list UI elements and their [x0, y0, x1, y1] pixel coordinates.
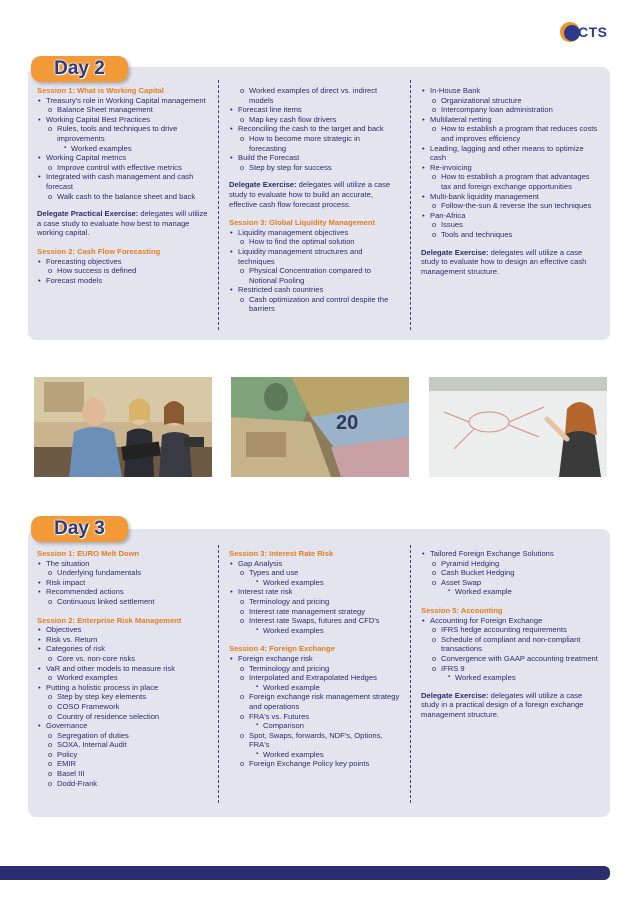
sub-item: o Interest rate Swaps, futures and CFD's [229, 616, 405, 626]
bullet-item: • Tailored Foreign Exchange Solutions [421, 549, 599, 559]
sub-item: o How to establish a program that advantages tax and foreign exchange opportunities [421, 172, 599, 191]
exercise-label: Delegate Exercise: [421, 690, 489, 700]
bullet-item: • Working Capital Best Practices [37, 115, 213, 125]
session-heading: Session 3: Global Liquidity Management [229, 218, 375, 228]
exercise-label: Delegate Practical Exercise: [37, 209, 139, 219]
sub-item: o Foreign exchange risk management strategy and operations [229, 692, 405, 711]
sub-item: o Intercompany loan administration [421, 105, 599, 115]
day2-divider-2 [410, 80, 411, 330]
bullet-item: • Leading, lagging and other means to optimize cash [421, 144, 599, 163]
sub-item: o Worked examples of direct vs. indirect models [229, 86, 399, 105]
bullet-item: • Risk vs. Return [37, 635, 213, 645]
sub-item: o EMIR [37, 759, 213, 769]
sub-item: o How to become more strategic in forecasting [229, 134, 399, 153]
sub-item: o Tools and techniques [421, 230, 599, 240]
exercise-text: delegates will utilize a case study to evaluate how to build an accurate, effective cash flow forecast process. [229, 180, 391, 209]
sub-item: o Cash optimization and control despite the barriers [229, 295, 399, 314]
sub-item: o Interest rate management strategy [229, 607, 405, 617]
day2-column-2 [229, 86, 399, 314]
sub-item: o COSO Framework [37, 702, 213, 712]
sub-sub-item: ▪ Comparison [229, 721, 405, 731]
sub-item: o How success is defined [37, 266, 213, 276]
sub-item: o FRA's vs. Futures [229, 712, 405, 722]
sub-item: o Interpolated and Extrapolated Hedges [229, 673, 405, 683]
bullet-item: • Reconciling the cash to the target and back [229, 124, 399, 134]
sub-item: o Walk cash to the balance sheet and back [37, 192, 213, 202]
exercise-text: delegates will utilize a case study in a practical design of a foreign exchange management structure. [421, 690, 584, 719]
session-heading: Session 4: Foreign Exchange [229, 644, 335, 654]
bullet-item: • Liquidity management structures and techniques [229, 247, 399, 266]
sub-item: o Cash Bucket Hedging [421, 568, 599, 578]
bullet-item: • Re-invoicing [421, 163, 599, 173]
session-heading: Session 1: EURO Melt Down [37, 549, 140, 558]
bullet-item: • Gap Analysis [229, 559, 405, 569]
sub-sub-item: ▪ Worked example [229, 683, 405, 693]
session-heading: Session 3: Interest Rate Risk [229, 549, 334, 558]
day3-title: Day 3 [54, 518, 105, 539]
bullet-item: • Multilateral netting [421, 115, 599, 125]
bullet-item: • Recommended actions [37, 587, 213, 597]
bullet-item: • Forecast models [37, 276, 213, 286]
sub-item: o Country of residence selection [37, 712, 213, 722]
session-heading: Session 2: Cash Flow Forecasting [37, 246, 161, 256]
sub-item: o Step by step key elements [37, 692, 213, 702]
sub-item: o Terminology and pricing [229, 597, 405, 607]
exercise-text: delegates will utilize a case study to evaluate how best to manage working capital. [37, 209, 208, 238]
bullet-item: • Integrated with cash management and cash forecast [37, 172, 213, 191]
sub-sub-item: ▪ Worked examples [37, 144, 213, 154]
day3-column-1 [37, 549, 213, 788]
session-heading: Session 2: Enterprise Risk Management [37, 615, 182, 625]
day2-divider-1 [218, 80, 219, 330]
sub-sub-item: ▪ Worked examples [229, 626, 405, 636]
sub-item: o Core vs. non-core risks [37, 654, 213, 664]
sub-item: o Physical Concentration compared to Notional Pooling [229, 266, 399, 285]
sub-item: o Schedule of compliant and non-compliant transactions [421, 635, 599, 654]
sub-item: o Pyramid Hedging [421, 559, 599, 569]
sub-item: o Policy [37, 750, 213, 760]
bullet-item: • Categories of risk [37, 644, 213, 654]
sub-item: o Rules, tools and techniques to drive improvements [37, 124, 213, 143]
sub-item: o Segregation of duties [37, 731, 213, 741]
bullet-item: • Build the Forecast [229, 153, 399, 163]
sub-item: o Asset Swap [421, 578, 599, 588]
day3-column-3 [421, 549, 599, 720]
bullet-item: • Objectives [37, 625, 213, 635]
sub-sub-item: ▪ Worked examples [229, 578, 405, 588]
sub-item: o Dodd-Frank [37, 779, 213, 789]
sub-item: o Follow-the-sun & reverse the sun techniques [421, 201, 599, 211]
sub-sub-item: ▪ Worked examples [229, 750, 405, 760]
photo-business-meeting [34, 377, 212, 477]
sub-item: o Spot, Swaps, forwards, NDF's, Options, FRA's [229, 731, 405, 750]
bullet-item: • Pan-Africa [421, 211, 599, 221]
bullet-item: • The situation [37, 559, 213, 569]
sub-item: o Issues [421, 220, 599, 230]
bullet-item: • VaR and other models to measure risk [37, 664, 213, 674]
bullet-item: • Multi-bank liquidity management [421, 192, 599, 202]
logo-text: CTS [578, 24, 608, 40]
delegate-exercise [421, 691, 599, 720]
sub-item: o How to find the optimal solution [229, 237, 399, 247]
day2-tab [31, 56, 128, 82]
session-heading: Session 5: Accounting [421, 605, 503, 615]
sub-item: o Continuous linked settlement [37, 597, 213, 607]
bullet-item: • Forecasting objectives [37, 257, 213, 267]
bullet-item: • Restricted cash countries [229, 285, 399, 295]
sub-item: o Worked examples [37, 673, 213, 683]
exercise-label: Delegate Exercise: [229, 180, 297, 190]
sub-item: o Improve control with effective metrics [37, 163, 213, 173]
sub-item: o Step by step for success [229, 163, 399, 173]
delegate-exercise [229, 180, 399, 209]
day2-column-1 [37, 86, 213, 285]
sub-item: o Foreign Exchange Policy key points [229, 759, 405, 769]
bullet-item: • Governance [37, 721, 213, 731]
company-logo [556, 21, 610, 47]
bullet-item: • Liquidity management objectives [229, 228, 399, 238]
session-heading: Session 1: What is Working Capital [37, 86, 164, 95]
svg-text:20: 20 [336, 412, 359, 434]
footer-bar [0, 866, 610, 880]
day3-divider-1 [218, 545, 219, 803]
bullet-item: • Putting a holistic process in place [37, 683, 213, 693]
bullet-item: • Treasury's role in Working Capital management [37, 96, 213, 106]
delegate-exercise [37, 209, 213, 238]
bullet-item: • Risk impact [37, 578, 213, 588]
bullet-item: • Interest rate risk [229, 587, 405, 597]
photo-currency-notes [231, 377, 409, 477]
day2-column-3 [421, 86, 599, 276]
sub-item: o IFRS 9 [421, 664, 599, 674]
sub-item: o SOXA, Internal Audit [37, 740, 213, 750]
exercise-label: Delegate Exercise: [421, 247, 489, 257]
sub-item: o Organizational structure [421, 96, 599, 106]
delegate-exercise [421, 248, 599, 277]
bullet-item: • Accounting for Foreign Exchange [421, 616, 599, 626]
bullet-item: • Working Capital metrics [37, 153, 213, 163]
sub-sub-item: ▪ Worked examples [421, 673, 599, 683]
sub-item: o Convergence with GAAP accounting treatment [421, 654, 599, 664]
sub-item: o How to establish a program that reduces costs and improves efficiency [421, 124, 599, 143]
sub-item: o IFRS hedge accounting requirements [421, 625, 599, 635]
sub-item: o Balance Sheet management [37, 105, 213, 115]
sub-item: o Map key cash flow drivers [229, 115, 399, 125]
sub-item: o Basel III [37, 769, 213, 779]
sub-item: o Underlying fundamentals [37, 568, 213, 578]
sub-item: o Types and use [229, 568, 405, 578]
day2-title: Day 2 [54, 58, 105, 79]
day3-tab [31, 516, 128, 542]
photo-whiteboard-presenter [429, 377, 607, 477]
bullet-item: • Foreign exchange risk [229, 654, 405, 664]
bullet-item: • Forecast line items [229, 105, 399, 115]
bullet-item: • In-House Bank [421, 86, 599, 96]
day3-divider-2 [410, 545, 411, 803]
day3-column-2 [229, 549, 405, 769]
exercise-text: delegates will utilize a case study to evaluate how to design an effective cash management structure. [421, 247, 587, 276]
sub-item: o Terminology and pricing [229, 664, 405, 674]
sub-sub-item: ▪ Worked example [421, 587, 599, 597]
